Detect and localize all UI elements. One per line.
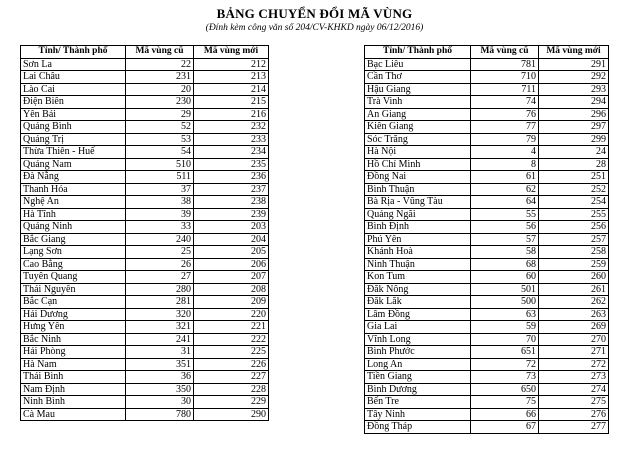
old-code-cell: 30 (126, 396, 194, 409)
province-cell: Đăk Lăk (365, 296, 471, 309)
province-cell: Kon Tum (365, 271, 471, 284)
province-cell: Tây Ninh (365, 408, 471, 421)
new-code-cell: 258 (539, 246, 609, 259)
old-code-cell: 241 (126, 333, 194, 346)
table-row (365, 308, 609, 321)
table-row (21, 96, 269, 109)
new-code-cell: 208 (194, 283, 269, 296)
table-row (21, 396, 269, 409)
old-code-cell: 281 (126, 296, 194, 309)
table-row (365, 71, 609, 84)
old-code-cell: 26 (126, 258, 194, 271)
old-code-cell: 52 (126, 121, 194, 134)
province-cell: Ninh Bình (21, 396, 126, 409)
province-cell: Đồng Nai (365, 171, 471, 184)
new-code-cell: 256 (539, 221, 609, 234)
old-code-cell: 66 (471, 408, 539, 421)
new-code-cell: 272 (539, 358, 609, 371)
old-code-cell: 781 (471, 58, 539, 71)
new-code-cell: 216 (194, 108, 269, 121)
old-code-cell: 75 (471, 396, 539, 409)
table-row (365, 133, 609, 146)
new-code-cell: 205 (194, 246, 269, 259)
province-cell: Ninh Thuận (365, 258, 471, 271)
table-row (21, 158, 269, 171)
province-cell: Sơn La (21, 58, 126, 71)
table-row (365, 146, 609, 159)
old-code-cell: 61 (471, 171, 539, 184)
old-code-cell: 320 (126, 308, 194, 321)
province-cell: Trà Vinh (365, 96, 471, 109)
old-code-cell: 22 (126, 58, 194, 71)
province-cell: Đăk Nông (365, 283, 471, 296)
table-row (365, 171, 609, 184)
new-code-cell: 232 (194, 121, 269, 134)
old-code-cell: 711 (471, 83, 539, 96)
area-code-table-right (364, 45, 609, 434)
province-cell: Bình Phước (365, 346, 471, 359)
new-code-cell: 259 (539, 258, 609, 271)
header-province: Tỉnh/ Thành phố (21, 46, 126, 59)
province-cell: Hưng Yên (21, 321, 126, 334)
table-row (365, 371, 609, 384)
new-code-cell: 276 (539, 408, 609, 421)
table-row (365, 396, 609, 409)
province-cell: Cần Thơ (365, 71, 471, 84)
old-code-cell: 39 (126, 208, 194, 221)
old-code-cell: 27 (126, 271, 194, 284)
old-code-cell: 63 (471, 308, 539, 321)
table-row (365, 346, 609, 359)
table-body-left (21, 58, 269, 421)
table-header-row (365, 46, 609, 59)
new-code-cell: 204 (194, 233, 269, 246)
table-row (365, 421, 609, 434)
table-row (21, 408, 269, 421)
old-code-cell: 780 (126, 408, 194, 421)
province-cell: Bình Thuận (365, 183, 471, 196)
province-cell: Lai Châu (21, 71, 126, 84)
province-cell: Tiền Giang (365, 371, 471, 384)
old-code-cell: 74 (471, 96, 539, 109)
table-row (21, 171, 269, 184)
old-code-cell: 73 (471, 371, 539, 384)
old-code-cell: 58 (471, 246, 539, 259)
province-cell: Phú Yên (365, 233, 471, 246)
new-code-cell: 238 (194, 196, 269, 209)
old-code-cell: 55 (471, 208, 539, 221)
province-cell: Lạng Sơn (21, 246, 126, 259)
new-code-cell: 236 (194, 171, 269, 184)
old-code-cell: 79 (471, 133, 539, 146)
province-cell: Long An (365, 358, 471, 371)
province-cell: Hà Nội (365, 146, 471, 159)
province-cell: Gia Lai (365, 321, 471, 334)
province-cell: Đà Nẵng (21, 171, 126, 184)
province-cell: Thanh Hóa (21, 183, 126, 196)
new-code-cell: 228 (194, 383, 269, 396)
table-row (365, 408, 609, 421)
province-cell: Hải Phòng (21, 346, 126, 359)
table-row (21, 196, 269, 209)
province-cell: Lâm Đồng (365, 308, 471, 321)
table-row (21, 283, 269, 296)
old-code-cell: 64 (471, 196, 539, 209)
province-cell: Bắc Ninh (21, 333, 126, 346)
header-old-code: Mã vùng cũ (471, 46, 539, 59)
old-code-cell: 4 (471, 146, 539, 159)
new-code-cell: 257 (539, 233, 609, 246)
old-code-cell: 25 (126, 246, 194, 259)
new-code-cell: 263 (539, 308, 609, 321)
province-cell: Bến Tre (365, 396, 471, 409)
table-row (365, 333, 609, 346)
province-cell: Thái Bình (21, 371, 126, 384)
old-code-cell: 68 (471, 258, 539, 271)
area-code-table-left (20, 45, 269, 421)
old-code-cell: 8 (471, 158, 539, 171)
old-code-cell: 511 (126, 171, 194, 184)
old-code-cell: 500 (471, 296, 539, 309)
old-code-cell: 280 (126, 283, 194, 296)
table-row (365, 121, 609, 134)
new-code-cell: 290 (194, 408, 269, 421)
table-row (21, 221, 269, 234)
table-row (365, 158, 609, 171)
new-code-cell: 212 (194, 58, 269, 71)
old-code-cell: 59 (471, 321, 539, 334)
new-code-cell: 214 (194, 83, 269, 96)
province-cell: Tuyên Quang (21, 271, 126, 284)
province-cell: Điện Biên (21, 96, 126, 109)
province-cell: Đồng Tháp (365, 421, 471, 434)
new-code-cell: 269 (539, 321, 609, 334)
old-code-cell: 510 (126, 158, 194, 171)
old-code-cell: 53 (126, 133, 194, 146)
table-row (365, 96, 609, 109)
table-row (365, 271, 609, 284)
new-code-cell: 252 (539, 183, 609, 196)
new-code-cell: 237 (194, 183, 269, 196)
province-cell: Vĩnh Long (365, 333, 471, 346)
table-row (365, 383, 609, 396)
table-row (365, 208, 609, 221)
old-code-cell: 57 (471, 233, 539, 246)
table-row (365, 321, 609, 334)
new-code-cell: 234 (194, 146, 269, 159)
header-old-code: Mã vùng cũ (126, 46, 194, 59)
province-cell: Quảng Trị (21, 133, 126, 146)
table-row (365, 246, 609, 259)
new-code-cell: 270 (539, 333, 609, 346)
table-row (21, 333, 269, 346)
province-cell: Quảng Ninh (21, 221, 126, 234)
new-code-cell: 229 (194, 396, 269, 409)
new-code-cell: 292 (539, 71, 609, 84)
old-code-cell: 56 (471, 221, 539, 234)
table-row (21, 258, 269, 271)
table-row (21, 146, 269, 159)
new-code-cell: 222 (194, 333, 269, 346)
new-code-cell: 260 (539, 271, 609, 284)
old-code-cell: 67 (471, 421, 539, 434)
old-code-cell: 60 (471, 271, 539, 284)
province-cell: Bắc Cạn (21, 296, 126, 309)
table-row (21, 208, 269, 221)
new-code-cell: 28 (539, 158, 609, 171)
table-header-row (21, 46, 269, 59)
table-row (21, 296, 269, 309)
table-row (21, 58, 269, 71)
province-cell: Nam Định (21, 383, 126, 396)
old-code-cell: 31 (126, 346, 194, 359)
table-row (365, 83, 609, 96)
new-code-cell: 226 (194, 358, 269, 371)
old-code-cell: 20 (126, 83, 194, 96)
new-code-cell: 225 (194, 346, 269, 359)
old-code-cell: 231 (126, 71, 194, 84)
new-code-cell: 206 (194, 258, 269, 271)
new-code-cell: 294 (539, 96, 609, 109)
old-code-cell: 72 (471, 358, 539, 371)
table-row (21, 383, 269, 396)
province-cell: Thừa Thiên - Huế (21, 146, 126, 159)
table-row (21, 183, 269, 196)
header-province: Tỉnh/ Thành phố (365, 46, 471, 59)
new-code-cell: 207 (194, 271, 269, 284)
new-code-cell: 254 (539, 196, 609, 209)
province-cell: Hồ Chí Minh (365, 158, 471, 171)
new-code-cell: 203 (194, 221, 269, 234)
table-row (365, 196, 609, 209)
old-code-cell: 501 (471, 283, 539, 296)
new-code-cell: 291 (539, 58, 609, 71)
old-code-cell: 62 (471, 183, 539, 196)
province-cell: Nghệ An (21, 196, 126, 209)
old-code-cell: 650 (471, 383, 539, 396)
new-code-cell: 271 (539, 346, 609, 359)
province-cell: Bạc Liêu (365, 58, 471, 71)
old-code-cell: 70 (471, 333, 539, 346)
province-cell: An Giang (365, 108, 471, 121)
old-code-cell: 29 (126, 108, 194, 121)
province-cell: Bình Dương (365, 383, 471, 396)
province-cell: Quảng Ngãi (365, 208, 471, 221)
new-code-cell: 262 (539, 296, 609, 309)
table-row (365, 296, 609, 309)
table-row (365, 358, 609, 371)
province-cell: Hà Tĩnh (21, 208, 126, 221)
page-title: BẢNG CHUYỂN ĐỔI MÃ VÙNG (216, 6, 413, 21)
old-code-cell: 36 (126, 371, 194, 384)
province-cell: Bà Rịa - Vũng Tàu (365, 196, 471, 209)
header-new-code: Mã vùng mới (539, 46, 609, 59)
table-row (21, 371, 269, 384)
page-subtitle: (Đính kèm công văn số 204/CV-KHKD ngày 06/12/2016) (205, 23, 424, 33)
new-code-cell: 233 (194, 133, 269, 146)
province-cell: Lào Cai (21, 83, 126, 96)
province-cell: Bình Định (365, 221, 471, 234)
table-row (21, 83, 269, 96)
table-row (365, 233, 609, 246)
province-cell: Kiên Giang (365, 121, 471, 134)
province-cell: Cà Mau (21, 408, 126, 421)
table-row (365, 58, 609, 71)
new-code-cell: 24 (539, 146, 609, 159)
province-cell: Sóc Trăng (365, 133, 471, 146)
old-code-cell: 230 (126, 96, 194, 109)
province-cell: Yên Bái (21, 108, 126, 121)
table-row (21, 346, 269, 359)
province-cell: Hậu Giang (365, 83, 471, 96)
new-code-cell: 251 (539, 171, 609, 184)
old-code-cell: 77 (471, 121, 539, 134)
new-code-cell: 235 (194, 158, 269, 171)
new-code-cell: 261 (539, 283, 609, 296)
old-code-cell: 651 (471, 346, 539, 359)
province-cell: Hải Dương (21, 308, 126, 321)
table-row (21, 271, 269, 284)
new-code-cell: 221 (194, 321, 269, 334)
province-cell: Cao Bằng (21, 258, 126, 271)
table-row (365, 258, 609, 271)
new-code-cell: 274 (539, 383, 609, 396)
table-row (21, 121, 269, 134)
province-cell: Hà Nam (21, 358, 126, 371)
new-code-cell: 220 (194, 308, 269, 321)
table-row (365, 283, 609, 296)
province-cell: Khánh Hoà (365, 246, 471, 259)
new-code-cell: 277 (539, 421, 609, 434)
table-row (21, 133, 269, 146)
new-code-cell: 209 (194, 296, 269, 309)
table-row (21, 108, 269, 121)
new-code-cell: 239 (194, 208, 269, 221)
new-code-cell: 215 (194, 96, 269, 109)
table-row (21, 71, 269, 84)
province-cell: Thái Nguyên (21, 283, 126, 296)
old-code-cell: 38 (126, 196, 194, 209)
new-code-cell: 227 (194, 371, 269, 384)
new-code-cell: 296 (539, 108, 609, 121)
new-code-cell: 275 (539, 396, 609, 409)
old-code-cell: 350 (126, 383, 194, 396)
new-code-cell: 299 (539, 133, 609, 146)
province-cell: Bắc Giang (21, 233, 126, 246)
table-row (21, 308, 269, 321)
table-row (21, 358, 269, 371)
new-code-cell: 293 (539, 83, 609, 96)
old-code-cell: 37 (126, 183, 194, 196)
table-row (365, 183, 609, 196)
table-row (21, 246, 269, 259)
old-code-cell: 33 (126, 221, 194, 234)
table-row (365, 221, 609, 234)
table-row (21, 321, 269, 334)
new-code-cell: 297 (539, 121, 609, 134)
new-code-cell: 273 (539, 371, 609, 384)
new-code-cell: 255 (539, 208, 609, 221)
table-row (21, 233, 269, 246)
old-code-cell: 351 (126, 358, 194, 371)
old-code-cell: 240 (126, 233, 194, 246)
old-code-cell: 76 (471, 108, 539, 121)
header-new-code: Mã vùng mới (194, 46, 269, 59)
province-cell: Quảng Bình (21, 121, 126, 134)
old-code-cell: 321 (126, 321, 194, 334)
table-row (365, 108, 609, 121)
table-body-right (365, 58, 609, 433)
new-code-cell: 213 (194, 71, 269, 84)
old-code-cell: 710 (471, 71, 539, 84)
old-code-cell: 54 (126, 146, 194, 159)
province-cell: Quảng Nam (21, 158, 126, 171)
